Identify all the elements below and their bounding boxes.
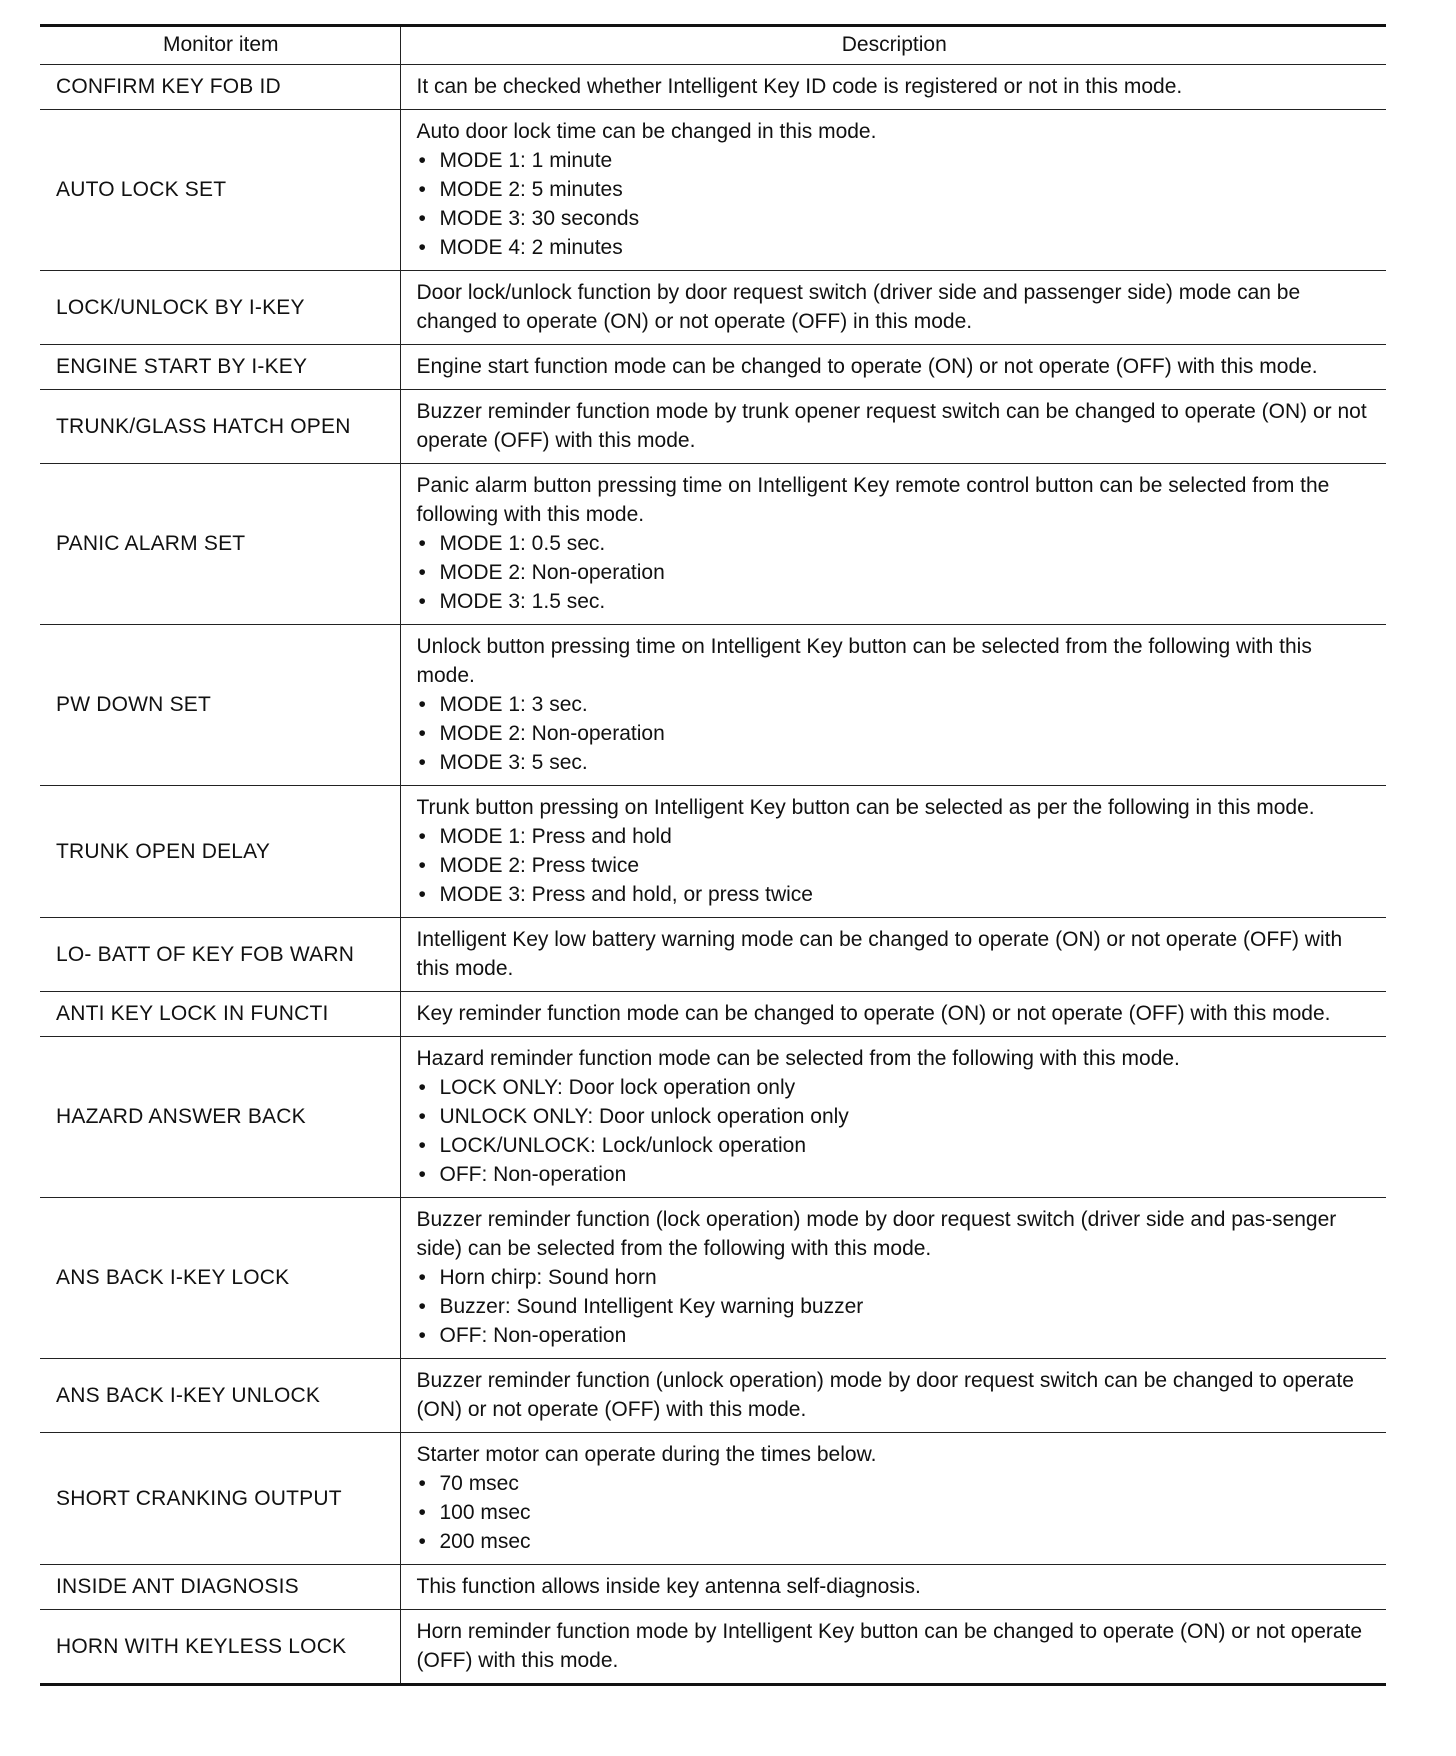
description-text: Key reminder function mode can be changed to operate (ON) or not operate (OFF) with this mode. [416, 1002, 1331, 1025]
description-cell [400, 786, 1386, 918]
option-item: • LOCK/UNLOCK: Lock/unlock operation [417, 1131, 1377, 1160]
monitor-item-cell: CONFIRM KEY FOB ID [40, 65, 400, 110]
monitor-item-cell: HORN WITH KEYLESS LOCK [40, 1610, 400, 1685]
option-list [417, 1073, 1377, 1189]
description-cell [400, 1359, 1386, 1433]
description-text: Horn reminder function mode by Intelligent Key button can be changed to operate (ON) or not operate (OFF) with this mode. [416, 1620, 1363, 1672]
description-text: Engine start function mode can be changed to operate (ON) or not operate (OFF) with this mode. [416, 355, 1318, 378]
table-row [40, 271, 1386, 345]
table-row [40, 345, 1386, 390]
description-cell [400, 992, 1386, 1037]
description-cell [400, 1565, 1386, 1610]
option-item: • MODE 2: Non-operation [417, 558, 1377, 587]
option-item: • MODE 3: 5 sec. [417, 748, 1377, 777]
option-item: • 200 msec [417, 1527, 1377, 1556]
option-item: • 70 msec [417, 1469, 1377, 1498]
option-list [417, 529, 1377, 616]
option-item: • UNLOCK ONLY: Door unlock operation only [417, 1102, 1377, 1131]
option-item: • MODE 1: 1 minute [417, 146, 1377, 175]
option-item: • MODE 3: Press and hold, or press twice [417, 880, 1377, 909]
monitor-item-cell: TRUNK OPEN DELAY [40, 786, 400, 918]
table-row [40, 1610, 1386, 1685]
header-monitor-item: Monitor item [40, 26, 400, 65]
monitor-item-cell: TRUNK/GLASS HATCH OPEN [40, 390, 400, 464]
monitor-item-table [40, 24, 1386, 1686]
description-text: Starter motor can operate during the times below. [416, 1443, 877, 1466]
description-cell [400, 464, 1386, 625]
option-item: • LOCK ONLY: Door lock operation only [417, 1073, 1377, 1102]
option-item: • OFF: Non-operation [417, 1321, 1377, 1350]
description-text: Intelligent Key low battery warning mode can be changed to operate (ON) or not operate (OFF) with this mode. [416, 928, 1343, 980]
description-text: Hazard reminder function mode can be selected from the following with this mode. [416, 1047, 1180, 1070]
description-cell [400, 65, 1386, 110]
table-row [40, 992, 1386, 1037]
description-text: Trunk button pressing on Intelligent Key button can be selected as per the following in this mode. [416, 796, 1315, 819]
table-row [40, 918, 1386, 992]
monitor-item-cell: AUTO LOCK SET [40, 110, 400, 271]
description-text: Unlock button pressing time on Intelligent Key button can be selected from the following with this mode. [416, 635, 1312, 687]
table-row [40, 786, 1386, 918]
description-cell [400, 345, 1386, 390]
monitor-item-cell: HAZARD ANSWER BACK [40, 1037, 400, 1198]
monitor-item-cell: SHORT CRANKING OUTPUT [40, 1433, 400, 1565]
monitor-item-cell: ENGINE START BY I-KEY [40, 345, 400, 390]
option-item: • MODE 1: 3 sec. [417, 690, 1377, 719]
description-text: Auto door lock time can be changed in this mode. [416, 120, 877, 143]
description-cell [400, 1433, 1386, 1565]
monitor-item-cell: PANIC ALARM SET [40, 464, 400, 625]
option-list [417, 822, 1377, 909]
description-cell [400, 1610, 1386, 1685]
monitor-item-cell: LOCK/UNLOCK BY I-KEY [40, 271, 400, 345]
option-item: • MODE 2: Press twice [417, 851, 1377, 880]
description-text: It can be checked whether Intelligent Key ID code is registered or not in this mode. [416, 75, 1183, 98]
description-cell [400, 110, 1386, 271]
monitor-item-cell: ANS BACK I-KEY UNLOCK [40, 1359, 400, 1433]
option-list [417, 146, 1377, 262]
table-row [40, 1198, 1386, 1359]
description-cell [400, 918, 1386, 992]
monitor-item-cell: LO- BATT OF KEY FOB WARN [40, 918, 400, 992]
option-item: • OFF: Non-operation [417, 1160, 1377, 1189]
option-item: • Horn chirp: Sound horn [417, 1263, 1377, 1292]
option-item: • MODE 1: Press and hold [417, 822, 1377, 851]
table-row [40, 1359, 1386, 1433]
option-list [417, 690, 1377, 777]
table-row [40, 1037, 1386, 1198]
monitor-item-cell: ANS BACK I-KEY LOCK [40, 1198, 400, 1359]
table-row [40, 1433, 1386, 1565]
description-cell [400, 1037, 1386, 1198]
document-sheet [40, 24, 1386, 1686]
description-cell [400, 271, 1386, 345]
table-row [40, 1565, 1386, 1610]
monitor-item-cell: PW DOWN SET [40, 625, 400, 786]
description-cell [400, 390, 1386, 464]
option-item: • MODE 4: 2 minutes [417, 233, 1377, 262]
table-row [40, 65, 1386, 110]
option-list [417, 1469, 1377, 1556]
option-item: • MODE 2: Non-operation [417, 719, 1377, 748]
option-list [417, 1263, 1377, 1350]
description-text: This function allows inside key antenna self-diagnosis. [416, 1575, 921, 1598]
description-text: Buzzer reminder function (lock operation) mode by door request switch (driver side and pas-senger side) can be selected from the following with this mode. [416, 1208, 1337, 1260]
header-description: Description [400, 26, 1386, 65]
table-header-row [40, 26, 1386, 65]
table-row [40, 625, 1386, 786]
description-cell [400, 625, 1386, 786]
description-text: Panic alarm button pressing time on Intelligent Key remote control button can be selected from the following with this mode. [416, 474, 1330, 526]
table-row [40, 110, 1386, 271]
description-cell [400, 1198, 1386, 1359]
description-text: Buzzer reminder function mode by trunk opener request switch can be changed to operate (ON) or not operate (OFF) with this mode. [416, 400, 1367, 452]
option-item: • MODE 3: 30 seconds [417, 204, 1377, 233]
option-item: • 100 msec [417, 1498, 1377, 1527]
option-item: • MODE 2: 5 minutes [417, 175, 1377, 204]
table-body [40, 65, 1386, 1685]
monitor-item-cell: ANTI KEY LOCK IN FUNCTI [40, 992, 400, 1037]
table-row [40, 390, 1386, 464]
description-text: Door lock/unlock function by door request switch (driver side and passenger side) mode can be changed to operate (ON) or not operate (OFF) in this mode. [416, 281, 1301, 333]
table-row [40, 464, 1386, 625]
description-text: Buzzer reminder function (unlock operation) mode by door request switch can be changed to operate (ON) or not operate (OFF) with this mode. [416, 1369, 1354, 1421]
option-item: • Buzzer: Sound Intelligent Key warning buzzer [417, 1292, 1377, 1321]
monitor-item-cell: INSIDE ANT DIAGNOSIS [40, 1565, 400, 1610]
option-item: • MODE 1: 0.5 sec. [417, 529, 1377, 558]
option-item: • MODE 3: 1.5 sec. [417, 587, 1377, 616]
